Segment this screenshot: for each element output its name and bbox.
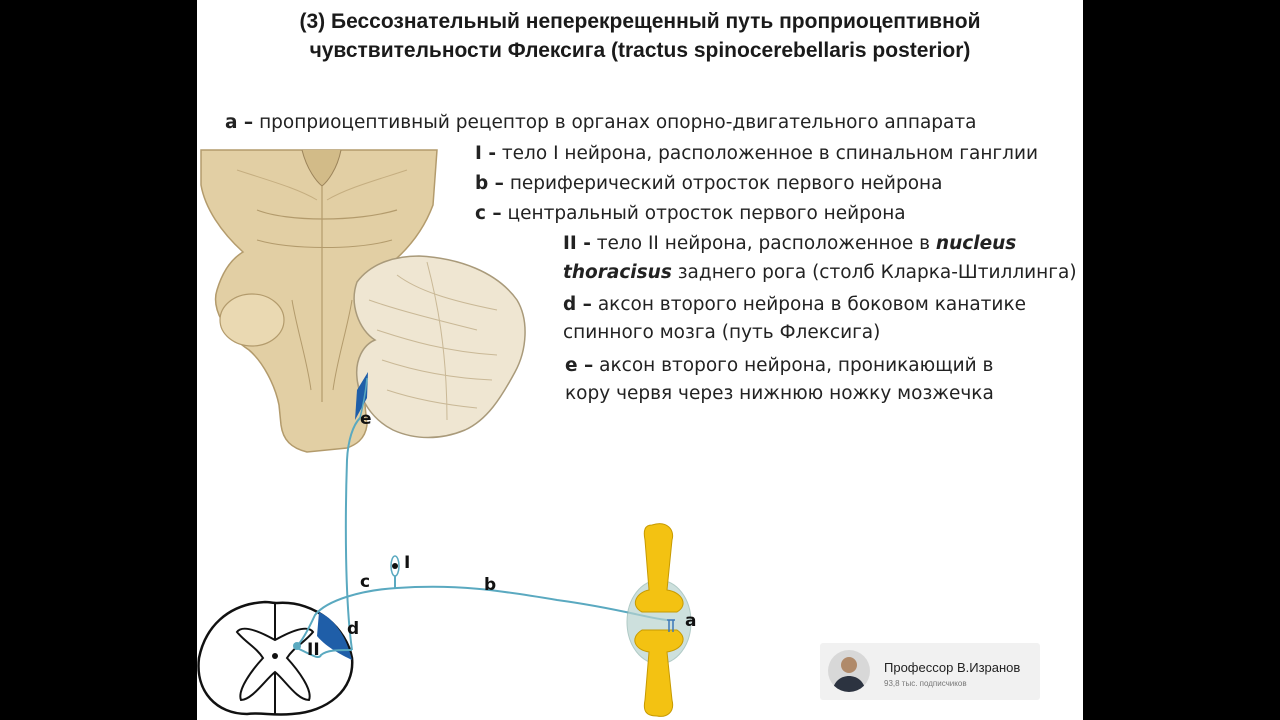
legend-term-nucleus: nucleus: [935, 233, 1017, 254]
legend-key-a: a –: [225, 112, 254, 133]
channel-subscribers: 93,8 тыс. подписчиков: [884, 679, 967, 688]
legend-key-I: I -: [475, 143, 497, 164]
label-e: e: [360, 409, 372, 429]
legend-text-I: тело I нейрона, расположенное в спинальном ганглии: [496, 143, 1039, 164]
legend-text-c: центральный отросток первого нейрона: [501, 203, 906, 224]
legend-key-c: c –: [475, 203, 502, 224]
slide: [197, 0, 1083, 720]
legend-text-e-1: аксон второго нейрона, проникающий в: [593, 355, 994, 376]
legend-term-thoracisus: thoracisus: [563, 262, 672, 283]
neuron-I-nucleus: [392, 563, 398, 569]
label-a: a: [685, 611, 697, 631]
channel-name[interactable]: Профессор В.Изранов: [884, 660, 1021, 675]
legend-item-e-line-2: кору червя через нижнюю ножку мозжечка: [565, 383, 994, 404]
cerebellum-illustration: [354, 256, 525, 438]
joint-illustration: [627, 524, 691, 717]
legend-key-b: b –: [475, 173, 504, 194]
legend-item-d-line-2: спинного мозга (путь Флексига): [563, 322, 881, 343]
label-d: d: [347, 619, 360, 639]
spinal-cord-section: [199, 602, 353, 715]
axon-second-neuron: [346, 418, 360, 650]
legend-key-e: e –: [565, 355, 594, 376]
label-b: b: [484, 575, 497, 595]
slide-title-line-1: (3) Бессознательный неперекрещенный путь проприоцептивной: [299, 10, 981, 33]
legend-text-d-1: аксон второго нейрона в боковом канатике: [591, 294, 1027, 315]
label-I: I: [404, 553, 411, 573]
legend-item-a: [225, 111, 976, 135]
legend-key-d: d –: [563, 294, 592, 315]
legend-key-II: II -: [563, 233, 591, 254]
label-II: II: [307, 640, 320, 660]
label-c: c: [360, 572, 371, 592]
channel-card[interactable]: [820, 643, 1040, 700]
anatomy-figure: [197, 140, 1083, 720]
legend-text-II-1: тело II нейрона, расположенное в: [590, 233, 936, 254]
legend-text-a: проприоцептивный рецептор в органах опорно-двигательного аппарата: [253, 112, 977, 133]
legend-text-b: периферический отросток первого нейрона: [503, 173, 943, 194]
slide-title-line-2: чувствительности Флексига (tractus spinocerebellaris posterior): [309, 39, 971, 62]
avatar[interactable]: [828, 650, 870, 692]
legend-text-II-2: заднего рога (столб Кларка-Штиллинга): [671, 262, 1077, 283]
